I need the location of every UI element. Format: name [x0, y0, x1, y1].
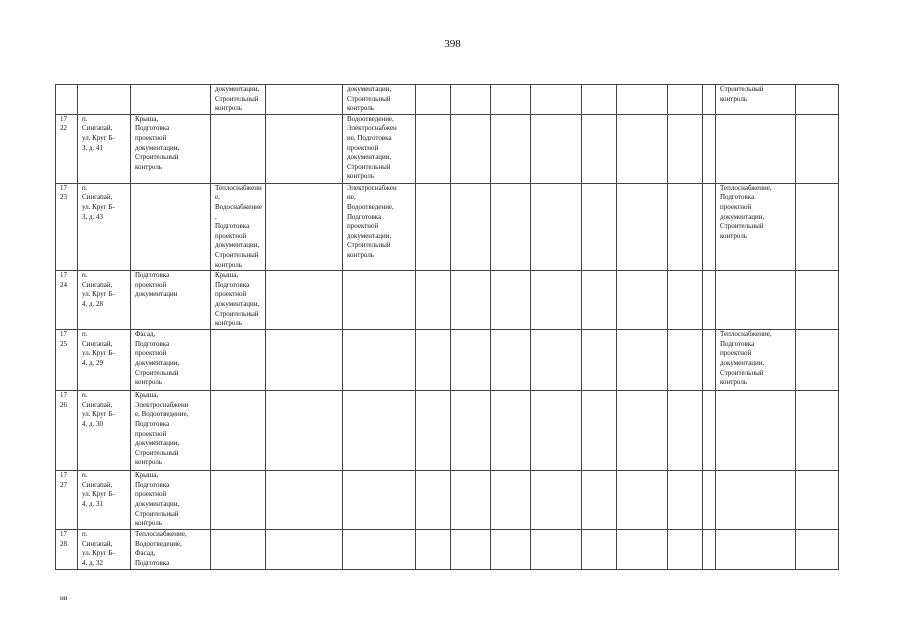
address-cell [78, 85, 131, 115]
work-type-cell [716, 114, 796, 183]
empty-cell [617, 114, 668, 183]
empty-cell [266, 391, 343, 471]
empty-cell [668, 85, 703, 115]
work-type-cell: Крыша, Подготовка проектной документации, Строительный контроль [131, 114, 211, 183]
empty-cell [531, 471, 582, 530]
empty-cell [796, 85, 839, 115]
empty-cell [491, 183, 531, 270]
address-cell: п. Сингапай, ул. Круг Б- 3, д. 43 [78, 183, 131, 270]
page-number: 398 [444, 38, 461, 50]
empty-cell [451, 85, 491, 115]
empty-cell [796, 330, 839, 391]
empty-cell [531, 271, 582, 330]
address-cell: п. Сингапай, ул. Круг Б- 4, д. 29 [78, 330, 131, 391]
empty-cell [416, 85, 451, 115]
empty-cell [451, 391, 491, 471]
row-number-cell: 17 22 [56, 114, 78, 183]
empty-cell [617, 183, 668, 270]
empty-cell [796, 391, 839, 471]
work-type-cell: Теплоснабжение, Подготовка проектной документации, Строительный контроль [716, 330, 796, 391]
empty-cell [582, 330, 617, 391]
work-type-cell [716, 471, 796, 530]
empty-cell [703, 391, 716, 471]
empty-cell [668, 391, 703, 471]
row-number-cell: 17 28 [56, 530, 78, 570]
row-number-cell: 17 24 [56, 271, 78, 330]
empty-cell [703, 85, 716, 115]
empty-cell [491, 114, 531, 183]
empty-cell [668, 471, 703, 530]
row-number-cell: 17 25 [56, 330, 78, 391]
table-row [56, 271, 839, 330]
empty-cell [703, 271, 716, 330]
empty-cell [796, 183, 839, 270]
work-type-cell: Теплоснабжение, Водоотведение, Фасад, Подготовка [131, 530, 211, 570]
empty-cell [416, 391, 451, 471]
work-type-cell: документации, Строительный контроль [211, 85, 266, 115]
work-type-cell: Электроснабжен ие, Водоотведение, Подготовка проектной документации, Строительный контроль [343, 183, 416, 270]
empty-cell [668, 330, 703, 391]
work-type-cell [211, 391, 266, 471]
repair-schedule-table [55, 84, 839, 570]
empty-cell [451, 330, 491, 391]
empty-cell [266, 530, 343, 570]
empty-cell [451, 530, 491, 570]
empty-cell [531, 85, 582, 115]
empty-cell [531, 530, 582, 570]
work-type-cell: Крыша, Подготовка проектной документации, Строительный контроль [211, 271, 266, 330]
empty-cell [491, 85, 531, 115]
address-cell: п. Сингапай, ул. Круг Б- 4, д. 28 [78, 271, 131, 330]
work-type-cell [131, 183, 211, 270]
empty-cell [582, 271, 617, 330]
work-type-cell: Крыша, Подготовка проектной документации, Строительный контроль [131, 471, 211, 530]
empty-cell [266, 114, 343, 183]
empty-cell [266, 183, 343, 270]
empty-cell [617, 85, 668, 115]
table-row [56, 391, 839, 471]
row-number-cell: 17 27 [56, 471, 78, 530]
empty-cell [451, 114, 491, 183]
empty-cell [617, 330, 668, 391]
work-type-cell [716, 530, 796, 570]
work-type-cell: Теплоснабжение, Водоснабжение, Подготовка проектной документации, Строительный контроль [211, 183, 266, 270]
work-type-cell [343, 391, 416, 471]
empty-cell [796, 271, 839, 330]
empty-cell [491, 271, 531, 330]
table-row [56, 85, 839, 115]
row-number-cell: 17 23 [56, 183, 78, 270]
empty-cell [582, 183, 617, 270]
empty-cell [668, 530, 703, 570]
empty-cell [703, 471, 716, 530]
empty-cell [617, 271, 668, 330]
empty-cell [531, 391, 582, 471]
empty-cell [703, 114, 716, 183]
empty-cell [416, 471, 451, 530]
empty-cell [266, 271, 343, 330]
work-type-cell: Фасад, Подготовка проектной документации, Строительный контроль [131, 330, 211, 391]
empty-cell [582, 85, 617, 115]
empty-cell [416, 114, 451, 183]
footer-mark: ни [60, 594, 68, 602]
table-row [56, 183, 839, 270]
work-type-cell [131, 85, 211, 115]
empty-cell [491, 330, 531, 391]
work-type-cell [343, 530, 416, 570]
empty-cell [703, 183, 716, 270]
empty-cell [703, 530, 716, 570]
empty-cell [668, 114, 703, 183]
table-row [56, 114, 839, 183]
table-row [56, 530, 839, 570]
empty-cell [582, 114, 617, 183]
empty-cell [668, 271, 703, 330]
empty-cell [416, 183, 451, 270]
empty-cell [582, 530, 617, 570]
row-number-cell [56, 85, 78, 115]
work-type-cell [343, 471, 416, 530]
empty-cell [796, 530, 839, 570]
empty-cell [617, 530, 668, 570]
empty-cell [416, 271, 451, 330]
work-type-cell [211, 114, 266, 183]
empty-cell [531, 114, 582, 183]
empty-cell [531, 183, 582, 270]
empty-cell [266, 471, 343, 530]
work-type-cell [716, 271, 796, 330]
empty-cell [266, 330, 343, 391]
work-type-cell [211, 471, 266, 530]
empty-cell [416, 330, 451, 391]
empty-cell [416, 530, 451, 570]
empty-cell [266, 85, 343, 115]
work-type-cell: Водоотведение, Электроснабжен ие, Подготовка проектной документации, Строительный контроль [343, 114, 416, 183]
empty-cell [491, 471, 531, 530]
work-type-cell: Крыша, Электроснабжени е, Водоотведение, Подготовка проектной документации, Строительный контроль [131, 391, 211, 471]
address-cell: п. Сингапай, ул. Круг Б- 3, д. 41 [78, 114, 131, 183]
work-type-cell [716, 391, 796, 471]
work-type-cell: Строительный контроль [716, 85, 796, 115]
table-row [56, 330, 839, 391]
empty-cell [582, 471, 617, 530]
empty-cell [796, 114, 839, 183]
empty-cell [617, 471, 668, 530]
empty-cell [703, 330, 716, 391]
address-cell: п. Сингапай, ул. Круг Б- 4, д. 32 [78, 530, 131, 570]
empty-cell [531, 330, 582, 391]
address-cell: п. Сингапай, ул. Круг Б- 4, д. 31 [78, 471, 131, 530]
work-type-cell: Теплоснабжение, Подготовка проектной документации, Строительный контроль [716, 183, 796, 270]
empty-cell [451, 471, 491, 530]
empty-cell [451, 271, 491, 330]
work-type-cell: документации, Строительный контроль [343, 85, 416, 115]
work-type-cell [343, 271, 416, 330]
work-type-cell: Подготовка проектной документации [131, 271, 211, 330]
work-type-cell [343, 330, 416, 391]
empty-cell [451, 183, 491, 270]
empty-cell [617, 391, 668, 471]
empty-cell [668, 183, 703, 270]
empty-cell [491, 530, 531, 570]
work-type-cell [211, 330, 266, 391]
work-type-cell [211, 530, 266, 570]
table-row [56, 471, 839, 530]
address-cell: п. Сингапай, ул. Круг Б- 4, д. 30 [78, 391, 131, 471]
empty-cell [796, 471, 839, 530]
row-number-cell: 17 26 [56, 391, 78, 471]
empty-cell [582, 391, 617, 471]
empty-cell [491, 391, 531, 471]
